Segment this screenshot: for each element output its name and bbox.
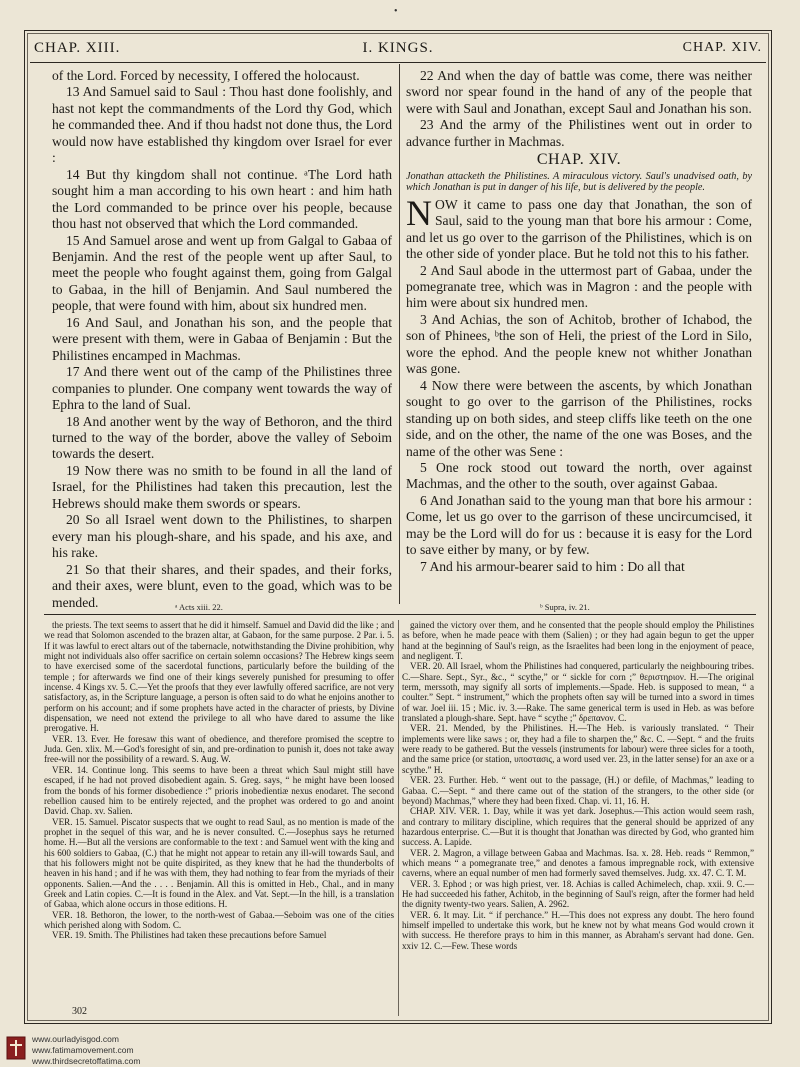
commentary-paragraph: VER. 20. All Israel, whom the Philistines had conquered, particularly the neighbouring tribes. C.—Share. Sept., Syr., &c., “ scythe,” or “ sickle for corn ;” θεριστηριον. H.—The original term, merssoth, may signify all sorts of implements.—Spade. Heb. is supposed to mean, “ a coulter.” Sept. “ instrument,” which the prophets often say will be turned into a sword in times of war. Joel iii. 15 ; Mic. iv. 3.—Rake. The same generical term is used in Heb. as was before translated a plough-share. Sept. have “ scythe ;” δρεπανον. C. [402,661,754,724]
commentary-paragraph: VER. 21. Mended, by the Philistines. H.—The Heb. is variously translated. “ Their implements were like saws ; or, they had a file to sharpen the,” &c. C. —Sept. “ and the fruits were ready to be gathered. But the vessels (instruments for labour) were three sicles for a tooth, and the same price (or station, υποστασις, a word used ver. 23, in the latter sense) for an axe or a scythe.” H. [402,723,754,775]
commentary-divider [398,620,399,1016]
chapter-summary: Jonathan attacketh the Philistines. A miraculous victory. Saul's unadvised oath, by which Jonathan is put in danger of his life, but is delivered by the people. [406,170,752,194]
site-link[interactable]: www.thirdsecretoffatima.com [32,1056,141,1066]
verse: 6 And Jonathan said to the young man that bore his armour : Come, let us go over to the garrison of these uncircumcised, it may be the Lord will do for us : because it is easy for the Lord to save either by many, or by few. [406,492,752,558]
verse: 16 And Saul, and Jonathan his son, and the people that were present with them, were in Gabaa of Benjamin : But the Philistines encamped in Machmas. [52,314,392,363]
verse: 3 And Achias, the son of Achitob, brother of Ichabod, the son of Phinees, ᵇthe son of Heli, the priest of the Lord in Silo, wore the ephod. And the people knew not whither Jonathan was gone. [406,311,752,377]
verse: 4 Now there were between the ascents, by which Jonathan sought to go over to the garrison of the Philistines, rocks standing up on both sides, and steep cliffs like teeth on the one side, and on the other, the name of the one was Boses, and the name of the other was Sene : [406,377,752,459]
chapter-heading: CHAP. XIV. [536,151,622,169]
commentary-right-column [402,620,754,1020]
verse: 2 And Saul abode in the uttermost part of Gabaa, under the pomegranate tree, which was in Magron : and the people with him were about six hundred men. [406,262,752,311]
column-divider [399,64,400,604]
commentary-rule [44,614,756,615]
verse: 7 And his armour-bearer said to him : Do all that [420,558,685,574]
commentary-paragraph: CHAP. XIV. VER. 1. Day, while it was yet dark. Josephus.—This action would seem rash, and contrary to military discipline, which requires that the general should be apprized of any hazardous enterprise. C.—But it is thought that Jonathan was directed by God, who granted him success. A. Lapide. [402,806,754,848]
commentary-paragraph: VER. 3. Ephod ; or was high priest, ver. 18. Achias is called Achimelech, chap. xxii. 9. C.—He had succeeded his father, Achitob, in the beginning of Saul's reign, after the former had held the dignity twenty-two years. Salien, A. 2962. [402,878,754,910]
commentary-paragraph: VER. 23. Further. Heb. “ went out to the passage, (H.) or defile, of Machmas,” leading to Gabaa. C.—Sept. “ and there came out of the station of the strangers, to the other side (or beyond) Machmas,” where they had been fixed. Chap. vi. 11, 16. H. [402,775,754,806]
verse: 22 And when the day of battle was come, there was neither sword nor spear found in the hand of any of the people that were with Saul and Jonathan, except Saul and Jonathan his son. [406,68,752,116]
verse: 15 And Samuel arose and went up from Galgal to Gabaa of Benjamin. And the rest of the people went up after Saul, to meet the people who fought against them, going from Galgal to Gabaa, in the hill of Benjamin. And Saul numbered the people, that were found with him, about six hundred men. [52,232,392,314]
site-link[interactable]: www.fatimamovement.com [32,1045,134,1055]
commentary-paragraph: VER. 2. Magron, a village between Gabaa and Machmas. Isa. x. 28. Heb. reads “ Remmon,” which means “ a pomegranate tree,” and denotes a famous impregnable rock, with extensive caverns, where an equal number of men had formerly saved themselves. Judg. xx. 47. C. T. M. [402,847,754,879]
right-text-column [406,68,752,602]
commentary-paragraph: VER. 13. Ever. He foresaw this want of obedience, and therefore promised the sceptre to Juda. Gen. xlix. M.—God's foresight of sin, and pre-ordination to punish it, does not take away free-will nor the possibility of a reward. S. Aug. W. [44,733,394,765]
site-logo-icon [6,1036,26,1060]
verse-1 [406,192,752,263]
verse: 5 One rock stood out toward the north, over against Machmas, and the other to the south, over against Gabaa. [406,459,752,492]
commentary-paragraph: VER. 6. It may. Lit. “ if perchance.” H.—This does not express any doubt. The hero found himself impelled to undertake this work, but he knew not by what means God would crown it with success. He therefore prays to him in this manner, as Abraham's servant had done. Gen. xxiv 12. C.—Few. These words [402,909,754,951]
header-book-title: I. KINGS. [362,40,434,56]
verse: 17 And there went out of the camp of the Philistines three companies to plunder. One company went towards the way of Ephra to the land of Sual. [52,364,392,413]
commentary-paragraph: the priests. The text seems to assert that he did it himself. Samuel and David did the like ; and we read that Solomon ascended to the brazen altar, at Gabaon, for the same purpose. 2 Par. i. 5. If it was lawful to erect altars out of the tabernacle, notwithstanding the Divine prohibition, why might not individuals also offer sacrifice on certain solemn occasions? The Hebrew kings seem to have exercised some of the sacerdotal functions, particularly before the building of the temple ; for afterwards we find one of their kings severely punished for presuming to offer incense. 4 Kings xv. 5. C.—Yet the proofs that they ever lawfully offered sacrifice, are not very satisfactory, as, in the Scripture language, a person is often said to do what he enjoins another to perform on his account; and if some prophets have acted in the character of priests, by Divine dispensation, we need not extend the privilege to all who have dared to assume the like prerogative. H. [44,620,394,734]
drop-cap-letter: N [406,192,432,233]
header-right-chapter: CHAP. XIV. [682,40,762,55]
chapter-xiv-verses [406,263,752,576]
verse: 20 So all Israel went down to the Philistines, to sharpen every man his plough-share, and his spade, and his axe, and his rake. [52,512,392,561]
footnote-right: ᵇ Supra, iv. 21. [540,602,590,612]
site-links [32,1034,141,1067]
verse: 23 And the army of the Philistines went out in order to advance further in Machmas. [406,117,752,149]
commentary-left-column [44,620,394,1020]
verse: 18 And another went by the way of Bethoron, and the third turned to the way of the border, above the valley of Seboim towards the desert. [52,413,392,462]
page-number: 302 [72,1006,87,1017]
verse-1-text: OW it came to pass one day that Jonathan, the son of Saul, said to the young man that bore his armour : Come, and let us go over to the garrison of the Philistines, which is on the other side of yonder place. But he told not this to his father. [406,196,752,262]
footnote-left: ᵃ Acts xiii. 22. [175,602,223,612]
verse: 13 And Samuel said to Saul : Thou hast done foolishly, and hast not kept the commandments of the Lord thy God, which he commanded thee. And if thou hadst not done thus, the Lord would now have established thy kingdom over Israel for ever : [52,84,392,166]
commentary-paragraph: VER. 19. Smith. The Philistines had taken these precautions before Samuel [52,930,327,941]
top-mark: • [394,6,398,17]
verse: of the Lord. Forced by necessity, I offered the holocaust. [52,68,360,83]
commentary-paragraph: VER. 14. Continue long. This seems to have been a threat which Saul might still have escaped, if he had not proved disobedient again. S. Greg. says, “ he might have been loosed from the bonds of his former disobedience :” prioris inobedientiæ nexus enodaret. The second rebellion caused him to be entirely rejected, and the prophet was ordered to go and anoint David. Chap. xv. Salien. [44,764,394,817]
commentary-paragraph: VER. 18. Bethoron, the lower, to the north-west of Gabaa.—Seboim was one of the cities which perished along with Sodom. C. [44,909,394,930]
header-left-chapter: CHAP. XIII. [34,40,121,56]
commentary-paragraph: gained the victory over them, and he consented that the people should employ the Philistines as before, when he made peace with them (Salien) ; or they had again begun to get the upper hand at the beginning of Saul's reign, as the Israelites had been long in the enjoyment of peace, and negligent. T. [402,620,754,662]
verse: 21 So that their shares, and their spades, and their forks, and their axes, were blunt, even to the goad, which was to be mended. [52,561,392,610]
chapter-xiii-end-verses [406,68,752,150]
running-header [30,36,766,63]
commentary-paragraph: VER. 15. Samuel. Piscator suspects that we ought to read Saul, as no mention is made of the prophet in the sequel of this war, and he is never consulted. C.—Josephus says he returned home. H.—But all the versions are conformable to the text : and Samuel went with the king and his 600 soldiers to Gabaa, (C.) that he might not appear to retain any ill-will towards Saul, and that his followers might not be quite dispirited, as they knew that he had the thunderbolts of heaven in his hand ; and if he was with them, they had nothing to fear from the myriads of their opponents. Salien.—And the . . . . Benjamin. All this is omitted in Heb., Chal., and in many Greek and Latin copies. C.—It is found in the Alex. and Vat. Sept.—In the hill, is a translation of Gabaa, which alone occurs in those editions. H. [44,816,394,910]
site-link[interactable]: www.ourladyisgod.com [32,1034,119,1044]
verse: 14 But thy kingdom shall not continue. ᵃThe Lord hath sought him a man according to his own heart : and him hath the Lord commanded to be prince over his people, because thou hast not observed that which the Lord commanded. [52,166,392,232]
verse: 19 Now there was no smith to be found in all the land of Israel, for the Philistines had taken this precaution, lest the Hebrews should make them swords or spears. [52,462,392,511]
